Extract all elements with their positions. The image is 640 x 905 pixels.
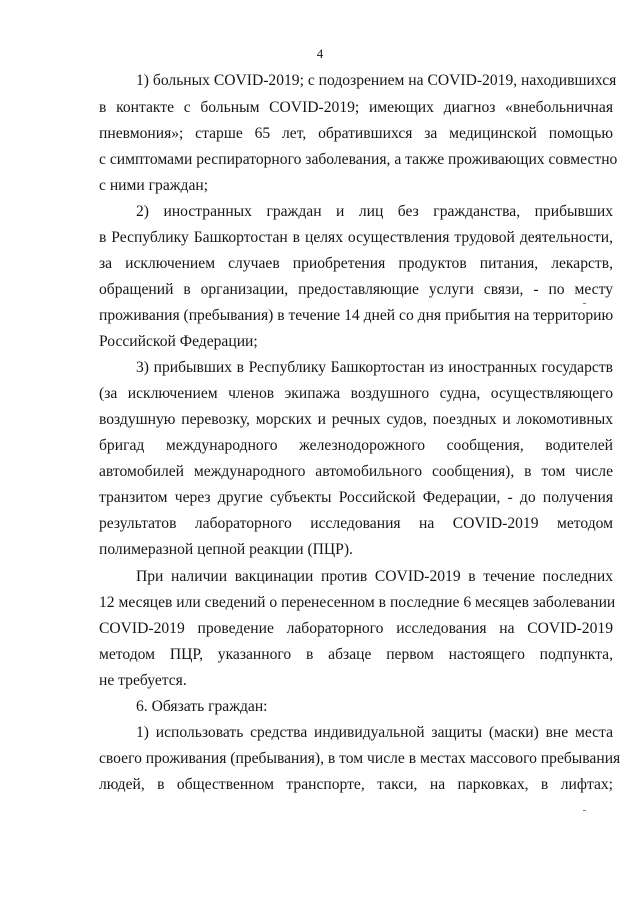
page-number: 4 bbox=[316, 46, 324, 61]
text-line: людей, в общественном транспорте, такси, на парковках, в лифтах; bbox=[99, 776, 613, 793]
text-line: в Республику Башкортостан в целях осуществления трудовой деятельности, bbox=[99, 229, 613, 246]
text-line: 12 месяцев или сведений о перенесенном в последние 6 месяцев заболевании bbox=[99, 594, 616, 611]
text-line: автомобилей международного автомобильного сообщения), в том числе bbox=[99, 463, 613, 480]
text-line: 1) использовать средства индивидуальной защиты (маски) вне места bbox=[136, 724, 613, 741]
text-line: своего проживания (пребывания), в том числе в местах массового пребывания bbox=[99, 750, 621, 767]
text-line: результатов лабораторного исследования на COVID-2019 методом bbox=[99, 515, 613, 532]
text-line: в контакте с больным COVID-2019; имеющих диагноз «внебольничная bbox=[99, 99, 613, 116]
scan-speck bbox=[583, 303, 586, 304]
text-line: проживания (пребывания) в течение 14 дней со дня прибытия на территорию bbox=[99, 307, 614, 324]
text-line: транзитом через другие субъекты Российской Федерации, - до получения bbox=[99, 489, 613, 506]
text-line: воздушную перевозку, морских и речных судов, поездных и локомотивных bbox=[99, 411, 613, 428]
text-line: При наличии вакцинации против COVID-2019 в течение последних bbox=[136, 568, 613, 585]
text-line: 6. Обязать граждан: bbox=[136, 698, 268, 715]
text-line: обращений в организации, предоставляющие услуги связи, - по месту bbox=[99, 281, 613, 298]
text-line: бригад международного железнодорожного сообщения, водителей bbox=[99, 437, 613, 454]
text-line: с ними граждан; bbox=[99, 177, 209, 194]
text-line: полимеразной цепной реакции (ПЦР). bbox=[99, 541, 353, 558]
text-line: пневмония»; старше 65 лет, обратившихся за медицинской помощью bbox=[99, 125, 613, 142]
text-line: 2) иностранных граждан и лиц без гражданства, прибывших bbox=[136, 203, 613, 220]
text-line: COVID-2019 проведение лабораторного исследования на COVID-2019 bbox=[99, 620, 613, 637]
text-line: не требуется. bbox=[99, 672, 187, 689]
text-line: методом ПЦР, указанного в абзаце первом настоящего подпункта, bbox=[99, 646, 613, 663]
text-line: за исключением случаев приобретения продуктов питания, лекарств, bbox=[99, 255, 613, 272]
text-line: Российской Федерации; bbox=[99, 333, 258, 350]
scan-speck bbox=[583, 810, 586, 811]
text-line: (за исключением членов экипажа воздушного судна, осуществляющего bbox=[99, 385, 613, 402]
text-line: с симптомами респираторного заболевания, а также проживающих совместно bbox=[99, 151, 618, 168]
text-line: 3) прибывших в Республику Башкортостан из иностранных государств bbox=[136, 359, 613, 376]
text-line: 1) больных COVID-2019; с подозрением на COVID-2019, находившихся bbox=[136, 72, 617, 89]
